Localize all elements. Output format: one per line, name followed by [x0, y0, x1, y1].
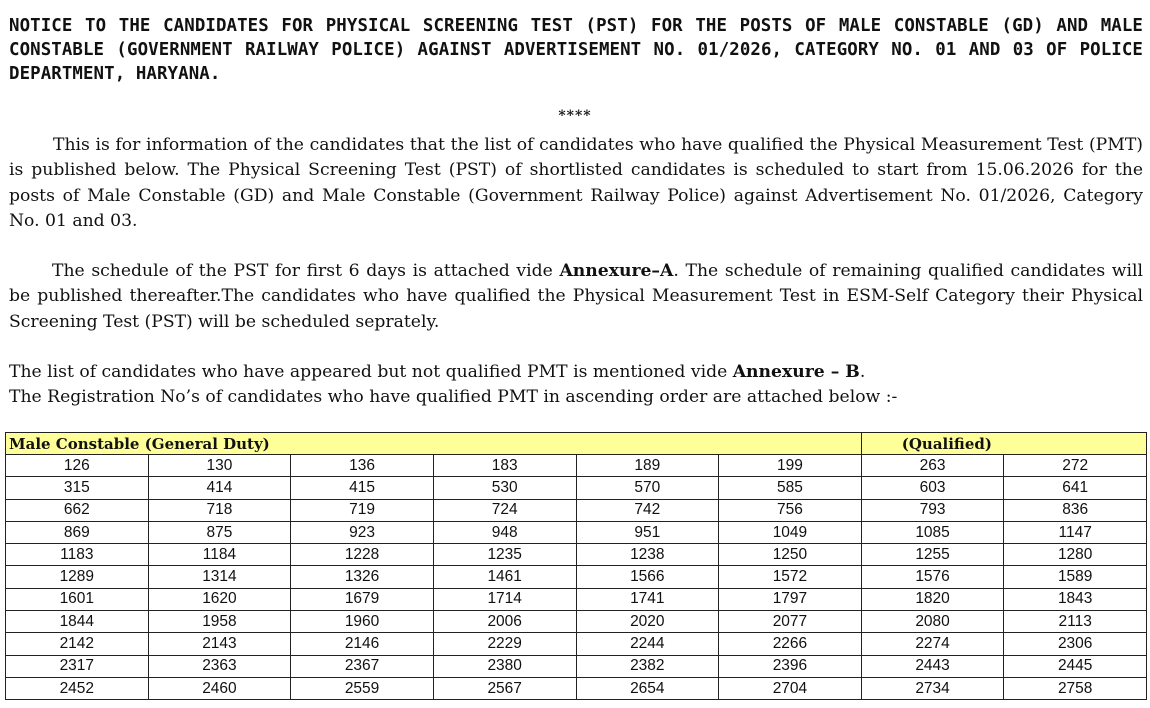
registration-number-cell: 836 [1004, 499, 1147, 521]
registration-number-cell: 2020 [576, 611, 719, 633]
paragraph-pst-schedule-text: The schedule of the PST for first 6 days is attached vide [52, 261, 560, 281]
registration-number-cell: 869 [6, 521, 149, 543]
registration-number-cell: 570 [576, 477, 719, 499]
registration-number-cell: 2559 [291, 677, 434, 699]
registration-number-cell: 1280 [1004, 544, 1147, 566]
paragraph-not-qualified-text: The list of candidates who have appeared but not qualified PMT is mentioned vide [9, 362, 733, 382]
registration-number-cell: 756 [719, 499, 862, 521]
registration-number-cell: 742 [576, 499, 719, 521]
registration-number-cell: 585 [719, 477, 862, 499]
registration-number-cell: 2229 [433, 633, 576, 655]
registration-number-cell: 2266 [719, 633, 862, 655]
registration-number-cell: 1228 [291, 544, 434, 566]
registration-number-cell: 2113 [1004, 611, 1147, 633]
registration-number-cell: 2080 [861, 611, 1004, 633]
table-header-status [861, 433, 1146, 455]
table-row [6, 588, 1147, 610]
table-row [6, 611, 1147, 633]
registration-number-cell: 183 [433, 455, 576, 477]
registration-number-cell: 2142 [6, 633, 149, 655]
registration-number-cell: 1960 [291, 611, 434, 633]
registration-number-cell: 2274 [861, 633, 1004, 655]
registration-number-cell: 1085 [861, 521, 1004, 543]
registration-number-cell: 923 [291, 521, 434, 543]
registration-number-cell: 2143 [148, 633, 291, 655]
registration-number-cell: 793 [861, 499, 1004, 521]
registration-number-cell: 530 [433, 477, 576, 499]
table-row [6, 521, 1147, 543]
registration-number-cell: 263 [861, 455, 1004, 477]
table-row [6, 566, 1147, 588]
registration-number-cell: 951 [576, 521, 719, 543]
table-header-status-text: (Qualified) [901, 434, 992, 453]
registration-number-cell: 1314 [148, 566, 291, 588]
registration-number-cell: 875 [148, 521, 291, 543]
registration-number-cell: 1184 [148, 544, 291, 566]
registration-number-cell: 2704 [719, 677, 862, 699]
registration-number-cell: 1741 [576, 588, 719, 610]
registration-number-cell: 1844 [6, 611, 149, 633]
table-header-row [6, 433, 1147, 455]
registration-number-cell: 1601 [6, 588, 149, 610]
registration-number-cell: 1843 [1004, 588, 1147, 610]
registration-number-cell: 1820 [861, 588, 1004, 610]
registration-number-cell: 2445 [1004, 655, 1147, 677]
paragraph-pmt-published: This is for information of the candidates that the list of candidates who have qualified the Physical Measurement Test (PMT) is published below. The Physical Screening Test (PST) of shortlisted candidates is scheduled to start from 15.06.2026 for the posts of Male Constable (GD) and Male Constable (Government Railway Police) against Advertisement No. 01/2026, Category No. 01 and 03. [9, 135, 1143, 231]
registration-number-cell: 2758 [1004, 677, 1147, 699]
registration-number-cell: 2567 [433, 677, 576, 699]
paragraph-pst-schedule [9, 259, 1143, 335]
registration-number-cell: 1250 [719, 544, 862, 566]
registration-number-cell: 1589 [1004, 566, 1147, 588]
table-row [6, 677, 1147, 699]
registration-number-cell: 1714 [433, 588, 576, 610]
registration-number-cell: 130 [148, 455, 291, 477]
registration-number-cell: 272 [1004, 455, 1147, 477]
registration-number-cell: 718 [148, 499, 291, 521]
registration-number-cell: 603 [861, 477, 1004, 499]
registration-number-cell: 2654 [576, 677, 719, 699]
registration-number-cell: 1255 [861, 544, 1004, 566]
qualified-registration-table [5, 432, 1147, 700]
registration-number-cell: 1238 [576, 544, 719, 566]
table-row [6, 633, 1147, 655]
registration-number-cell: 1147 [1004, 521, 1147, 543]
registration-number-cell: 2317 [6, 655, 149, 677]
notice-title: NOTICE TO THE CANDIDATES FOR PHYSICAL SCREENING TEST (PST) FOR THE POSTS OF MALE CONSTABLE (GD) AND MALE CONSTABLE (GOVERNMENT RAILWAY POLICE) AGAINST ADVERTISEMENT NO. 01/2026, CATEGORY NO. 01 AND 03 OF POLICE DEPARTMENT, HARYANA. [9, 16, 1143, 84]
registration-number-cell: 1049 [719, 521, 862, 543]
registration-number-cell: 641 [1004, 477, 1147, 499]
paragraph-not-qualified [9, 360, 1143, 385]
registration-number-cell: 1289 [6, 566, 149, 588]
table-row [6, 544, 1147, 566]
paragraph-pst-schedule-text-2: . The schedule of remaining qualified candidates will be published thereafter.The candidates who have qualified the Physical Measurement Test in ESM-Self Category their Physical Screening Test (PST) will be scheduled seprately. [9, 261, 1143, 332]
table-row [6, 655, 1147, 677]
registration-number-cell: 1461 [433, 566, 576, 588]
registration-number-cell: 2382 [576, 655, 719, 677]
registration-number-cell: 1958 [148, 611, 291, 633]
registration-number-cell: 414 [148, 477, 291, 499]
registration-number-cell: 2306 [1004, 633, 1147, 655]
registration-number-cell: 948 [433, 521, 576, 543]
registration-number-cell: 1620 [148, 588, 291, 610]
qualified-table-wrapper [5, 432, 1147, 700]
registration-number-cell: 2363 [148, 655, 291, 677]
registration-number-cell: 2244 [576, 633, 719, 655]
table-row [6, 499, 1147, 521]
registration-number-cell: 1235 [433, 544, 576, 566]
registration-number-cell: 1679 [291, 588, 434, 610]
registration-number-cell: 199 [719, 455, 862, 477]
registration-number-cell: 1572 [719, 566, 862, 588]
registration-number-cell: 415 [291, 477, 434, 499]
registration-number-cell: 2396 [719, 655, 862, 677]
separator: **** [558, 108, 592, 124]
registration-number-cell: 662 [6, 499, 149, 521]
registration-number-cell: 2452 [6, 677, 149, 699]
table-row [6, 477, 1147, 499]
registration-number-cell: 315 [6, 477, 149, 499]
registration-number-cell: 2146 [291, 633, 434, 655]
annexure-a-label: Annexure–A [559, 261, 674, 281]
registration-number-cell: 1326 [291, 566, 434, 588]
registration-number-cell: 126 [6, 455, 149, 477]
registration-number-cell: 2367 [291, 655, 434, 677]
registration-number-cell: 719 [291, 499, 434, 521]
registration-number-cell: 2077 [719, 611, 862, 633]
annexure-b-label: Annexure – B [732, 362, 860, 382]
table-header-post: Male Constable (General Duty) [6, 433, 862, 455]
registration-number-cell: 1576 [861, 566, 1004, 588]
table-row [6, 455, 1147, 477]
registration-number-cell: 136 [291, 455, 434, 477]
registration-number-cell: 2443 [861, 655, 1004, 677]
paragraph-registration-list: The Registration No’s of candidates who have qualified PMT in ascending order are attached below :- [9, 387, 898, 407]
paragraph-not-qualified-end: . [859, 362, 866, 382]
registration-number-cell: 189 [576, 455, 719, 477]
registration-number-cell: 2734 [861, 677, 1004, 699]
registration-number-cell: 724 [433, 499, 576, 521]
registration-number-cell: 1797 [719, 588, 862, 610]
registration-number-cell: 2380 [433, 655, 576, 677]
registration-number-cell: 1183 [6, 544, 149, 566]
registration-number-cell: 2006 [433, 611, 576, 633]
registration-number-cell: 1566 [576, 566, 719, 588]
registration-number-cell: 2460 [148, 677, 291, 699]
